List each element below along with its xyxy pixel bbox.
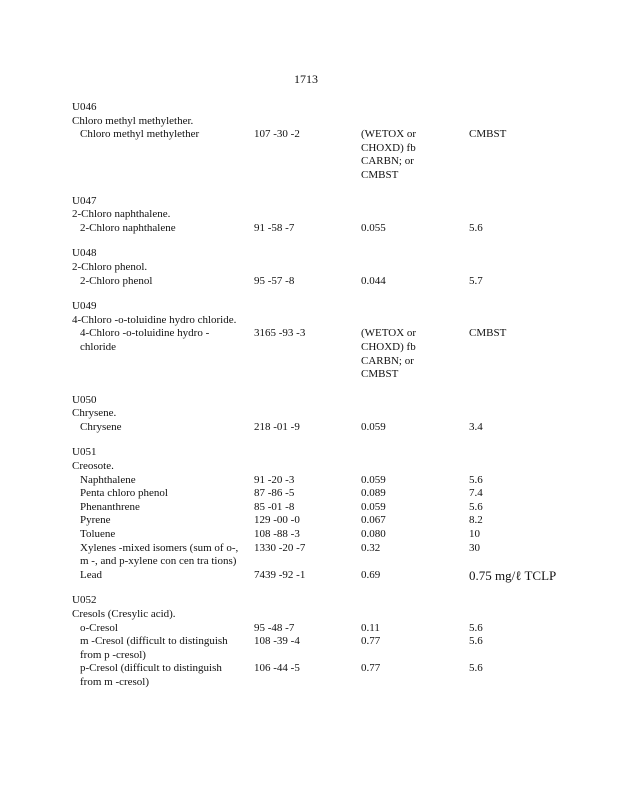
waste-description: Chrysene. — [72, 407, 117, 420]
cas-number: 3165 -93 -3 — [254, 327, 306, 340]
waste-section-u051 — [72, 446, 572, 582]
cas-number: 106 -44 -5 — [254, 662, 300, 675]
waste-code: U049 — [72, 300, 97, 313]
nonwastewater-standard: CMBST — [469, 128, 507, 141]
wastewater-standard: 0.044 — [361, 274, 386, 287]
waste-section-u050 — [72, 394, 572, 435]
wastewater-standard: 0.055 — [361, 221, 386, 234]
wastewater-standard: 0.067 — [361, 514, 386, 527]
constituent-name: m -Cresol (difficult to distinguish from p -cresol) — [80, 635, 228, 661]
constituent-row — [72, 128, 572, 182]
wastewater-standard: 0.059 — [361, 420, 386, 433]
waste-description: 4-Chloro -o-toluidine hydro chloride. — [72, 313, 237, 326]
constituent-row — [72, 635, 572, 662]
constituent-name: Toluene — [80, 528, 116, 541]
waste-code: U047 — [72, 194, 97, 207]
cas-number: 85 -01 -8 — [254, 500, 295, 513]
constituent-row — [72, 327, 572, 381]
cas-number: 218 -01 -9 — [254, 420, 300, 433]
wastewater-standard: (WETOX or CHOXD) fb CARBN; or CMBST — [361, 128, 417, 181]
wastewater-standard: 0.11 — [361, 621, 380, 634]
waste-description: Chloro methyl methylether. — [72, 114, 194, 127]
nonwastewater-standard: 10 — [469, 528, 480, 541]
wastewater-standard: 0.32 — [361, 541, 381, 554]
constituent-row — [72, 474, 572, 488]
cas-number: 91 -58 -7 — [254, 221, 295, 234]
constituent-row — [72, 622, 572, 636]
constituent-row — [72, 662, 572, 689]
cas-number: 107 -30 -2 — [254, 128, 300, 141]
constituent-name: Phenanthrene — [80, 500, 140, 513]
constituent-name: o-Cresol — [80, 621, 118, 634]
constituent-name: Lead — [80, 568, 102, 581]
waste-code: U050 — [72, 393, 97, 406]
constituent-name: Pyrene — [80, 514, 111, 527]
waste-description: 2-Chloro naphthalene. — [72, 208, 171, 221]
cas-number: 7439 -92 -1 — [254, 568, 306, 581]
constituent-name: p-Cresol (difficult to distinguish from m -cresol) — [80, 662, 222, 688]
nonwastewater-standard: 5.6 — [469, 473, 483, 486]
wastewater-standard: 0.059 — [361, 500, 386, 513]
constituent-name: Naphthalene — [80, 473, 136, 486]
cas-number: 95 -57 -8 — [254, 274, 295, 287]
cas-number: 108 -39 -4 — [254, 635, 300, 648]
constituent-row — [72, 487, 572, 501]
constituent-row — [72, 514, 572, 528]
nonwastewater-standard: 0.75 mg/ℓ TCLP — [469, 567, 557, 583]
cas-number: 108 -88 -3 — [254, 528, 300, 541]
waste-section-u049 — [72, 300, 572, 382]
constituent-name: 2-Chloro naphthalene — [80, 221, 176, 234]
constituent-row — [72, 528, 572, 542]
cas-number: 87 -86 -5 — [254, 487, 295, 500]
nonwastewater-standard: 3.4 — [469, 420, 483, 433]
wastewater-standard: 0.080 — [361, 528, 386, 541]
nonwastewater-standard: 5.6 — [469, 500, 483, 513]
constituent-row — [72, 222, 572, 236]
constituent-name: 4-Chloro -o-toluidine hydro - chloride — [80, 327, 210, 353]
waste-code: U052 — [72, 594, 97, 607]
constituent-row — [72, 569, 572, 583]
nonwastewater-standard: 8.2 — [469, 514, 483, 527]
wastewater-standard: 0.69 — [361, 568, 381, 581]
waste-code-table — [72, 101, 572, 702]
constituent-name: 2-Chloro phenol — [80, 274, 153, 287]
nonwastewater-standard: 30 — [469, 541, 480, 554]
nonwastewater-standard: 5.6 — [469, 635, 483, 648]
constituent-row — [72, 275, 572, 289]
waste-section-u052 — [72, 594, 572, 689]
waste-section-u048 — [72, 247, 572, 288]
waste-section-u047 — [72, 195, 572, 236]
constituent-name: Chrysene — [80, 420, 122, 433]
cas-number: 91 -20 -3 — [254, 473, 295, 486]
constituent-name: Xylenes -mixed isomers (sum of o-, m -, and p-xylene con cen tra tions) — [80, 541, 239, 568]
nonwastewater-standard: 5.6 — [469, 662, 483, 675]
page-number: 1713 — [294, 72, 318, 86]
waste-description: Cresols (Cresylic acid). — [72, 608, 176, 620]
waste-description: Creosote. — [72, 460, 114, 473]
constituent-name: Chloro methyl methylether — [80, 128, 200, 141]
nonwastewater-standard: CMBST — [469, 327, 507, 340]
waste-description: 2-Chloro phenol. — [72, 260, 148, 273]
waste-code: U051 — [72, 446, 97, 459]
wastewater-standard: 0.77 — [361, 635, 381, 648]
constituent-row — [72, 542, 572, 569]
wastewater-standard: 0.089 — [361, 487, 386, 500]
nonwastewater-standard: 5.6 — [469, 621, 483, 634]
constituent-name: Penta chloro phenol — [80, 487, 168, 500]
nonwastewater-standard: 7.4 — [469, 487, 483, 500]
waste-code: U048 — [72, 247, 97, 260]
nonwastewater-standard: 5.6 — [469, 221, 483, 234]
constituent-row — [72, 421, 572, 435]
constituent-row — [72, 501, 572, 515]
waste-code: U046 — [72, 101, 97, 113]
wastewater-standard: 0.059 — [361, 473, 386, 486]
cas-number: 95 -48 -7 — [254, 621, 295, 634]
waste-section-u046 — [72, 101, 572, 183]
wastewater-standard: (WETOX or CHOXD) fb CARBN; or CMBST — [361, 327, 417, 381]
wastewater-standard: 0.77 — [361, 662, 381, 675]
cas-number: 129 -00 -0 — [254, 514, 300, 527]
cas-number: 1330 -20 -7 — [254, 541, 306, 554]
nonwastewater-standard: 5.7 — [469, 274, 483, 287]
